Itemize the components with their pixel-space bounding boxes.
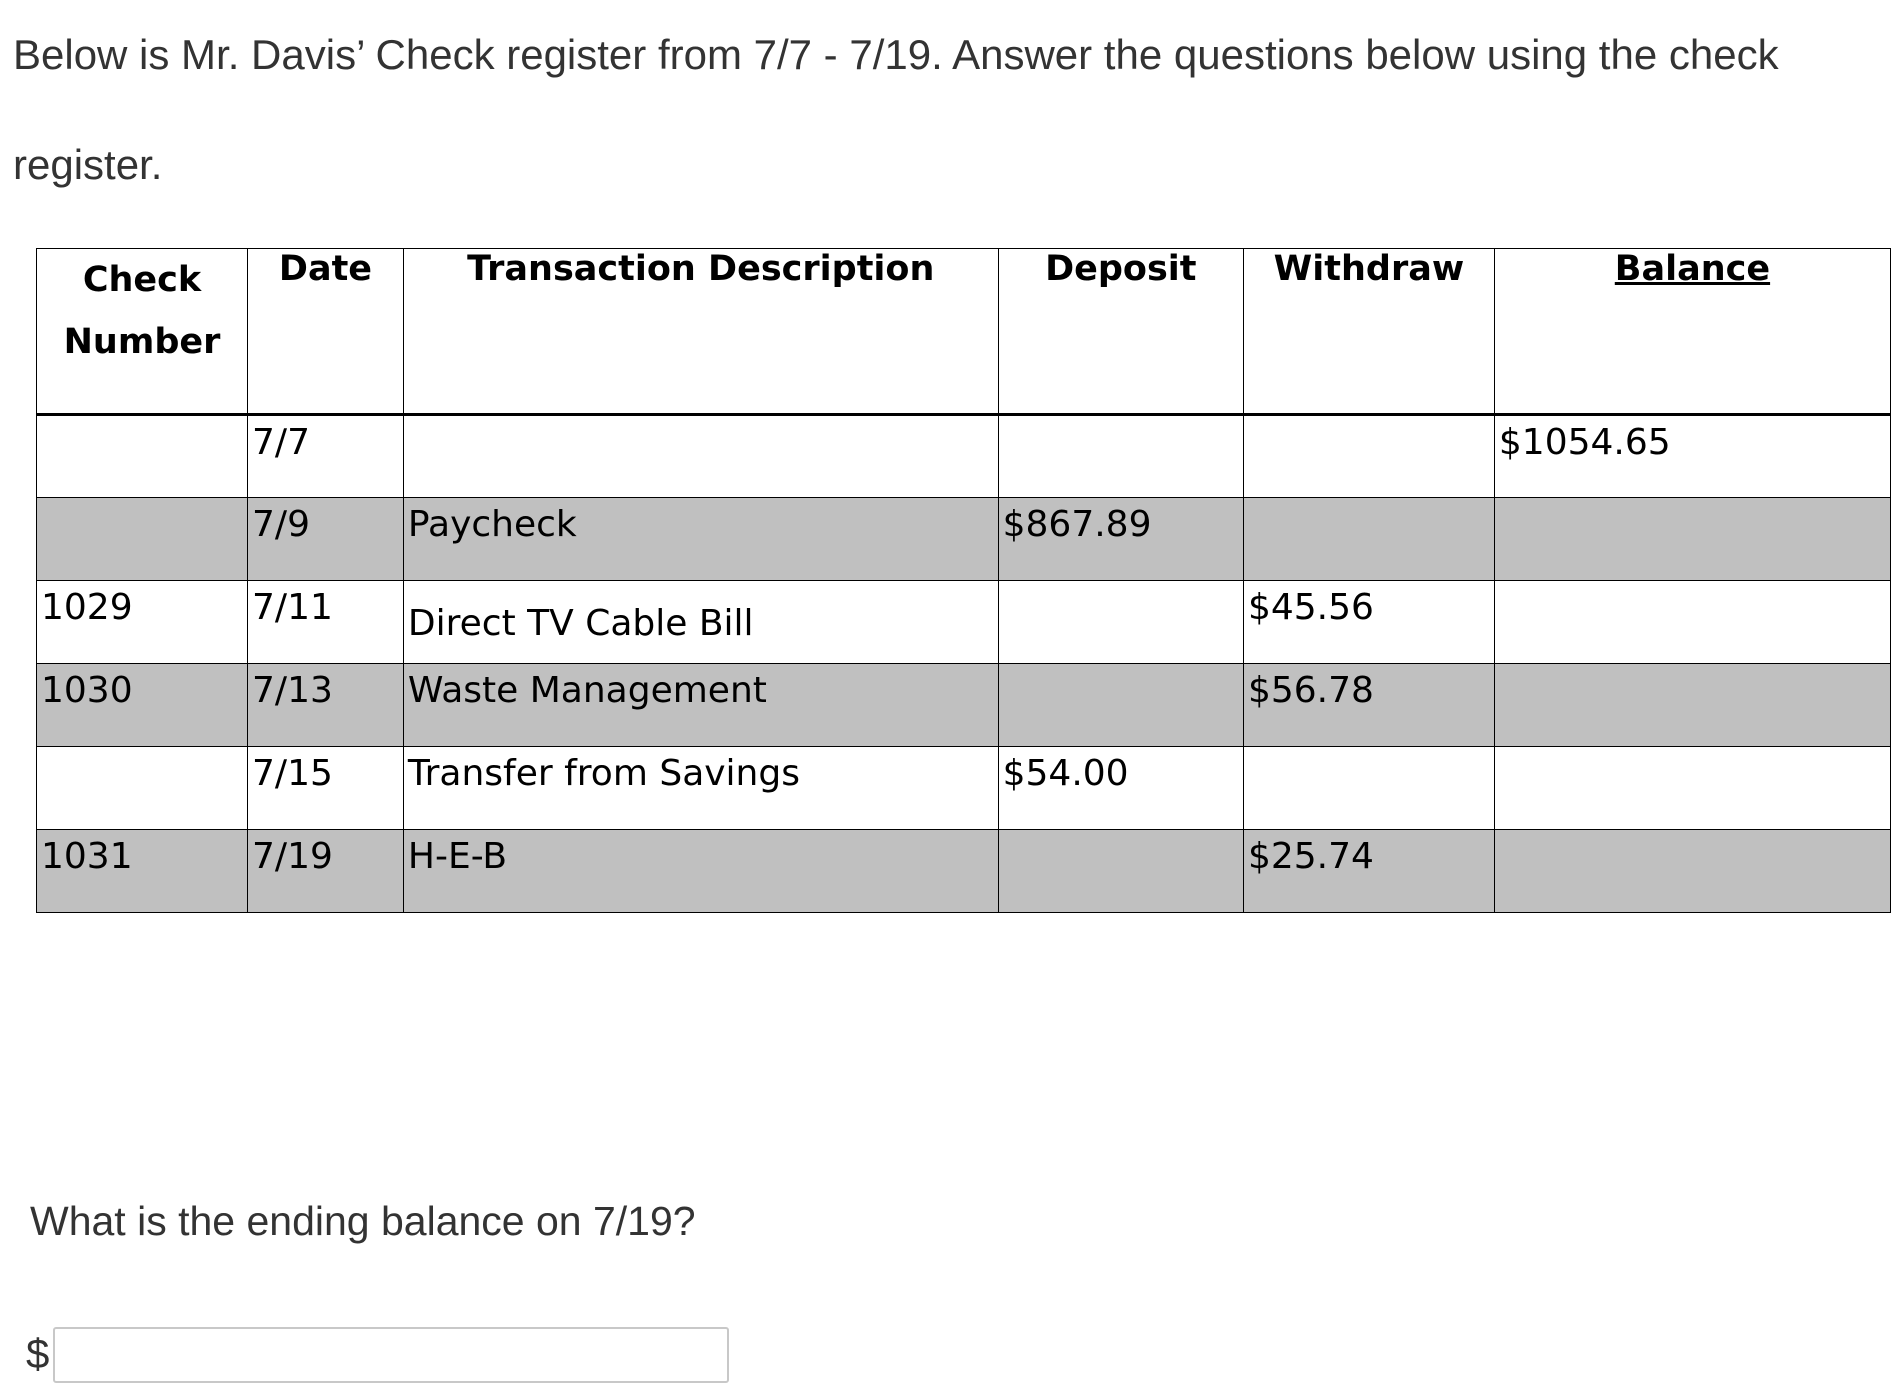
withdraw-cell <box>1243 498 1494 581</box>
date-cell: 7/7 <box>248 415 404 498</box>
check-number-cell: 1030 <box>37 664 248 747</box>
deposit-cell <box>998 830 1243 913</box>
table-row <box>37 415 1891 498</box>
withdraw-cell: $56.78 <box>1243 664 1494 747</box>
table-row <box>37 664 1891 747</box>
withdraw-cell: $45.56 <box>1243 581 1494 664</box>
header-check-number <box>37 249 248 415</box>
table-row <box>37 747 1891 830</box>
check-number-cell <box>37 747 248 830</box>
check-register-table <box>36 248 1891 913</box>
balance-cell <box>1494 498 1890 581</box>
balance-cell <box>1494 747 1890 830</box>
header-deposit: Deposit <box>998 249 1243 415</box>
deposit-cell: $867.89 <box>998 498 1243 581</box>
description-cell: H-E-B <box>403 830 998 913</box>
description-cell: Waste Management <box>403 664 998 747</box>
question-text: What is the ending balance on 7/19? <box>30 1198 696 1244</box>
description-cell: Transfer from Savings <box>403 747 998 830</box>
withdraw-cell <box>1243 415 1494 498</box>
header-withdraw: Withdraw <box>1243 249 1494 415</box>
description-cell: Direct TV Cable Bill <box>403 581 998 664</box>
balance-cell: $1054.65 <box>1494 415 1890 498</box>
table-row <box>37 498 1891 581</box>
balance-cell <box>1494 830 1890 913</box>
deposit-cell <box>998 664 1243 747</box>
balance-cell <box>1494 664 1890 747</box>
description-cell <box>403 415 998 498</box>
currency-symbol: $ <box>26 1330 50 1377</box>
header-check-label: Check <box>82 260 202 300</box>
date-cell: 7/19 <box>248 830 404 913</box>
header-date: Date <box>248 249 404 415</box>
withdraw-cell: $25.74 <box>1243 830 1494 913</box>
check-number-cell <box>37 415 248 498</box>
check-number-cell: 1029 <box>37 581 248 664</box>
header-description: Transaction Description <box>403 249 998 415</box>
ending-balance-input[interactable] <box>53 1327 729 1383</box>
deposit-cell: $54.00 <box>998 747 1243 830</box>
table-row <box>37 581 1891 664</box>
description-cell: Paycheck <box>403 498 998 581</box>
deposit-cell <box>998 415 1243 498</box>
deposit-cell <box>998 581 1243 664</box>
table-header-row <box>37 249 1891 415</box>
header-number-label: Number <box>63 322 221 362</box>
date-cell: 7/11 <box>248 581 404 664</box>
date-cell: 7/13 <box>248 664 404 747</box>
instructions-text: Below is Mr. Davis’ Check register from 7/7 - 7/19. Answer the questions below using the check register. <box>13 31 1779 188</box>
withdraw-cell <box>1243 747 1494 830</box>
table-row <box>37 830 1891 913</box>
check-number-cell <box>37 498 248 581</box>
check-number-cell: 1031 <box>37 830 248 913</box>
date-cell: 7/15 <box>248 747 404 830</box>
date-cell: 7/9 <box>248 498 404 581</box>
balance-cell <box>1494 581 1890 664</box>
header-balance: Balance <box>1494 249 1890 415</box>
